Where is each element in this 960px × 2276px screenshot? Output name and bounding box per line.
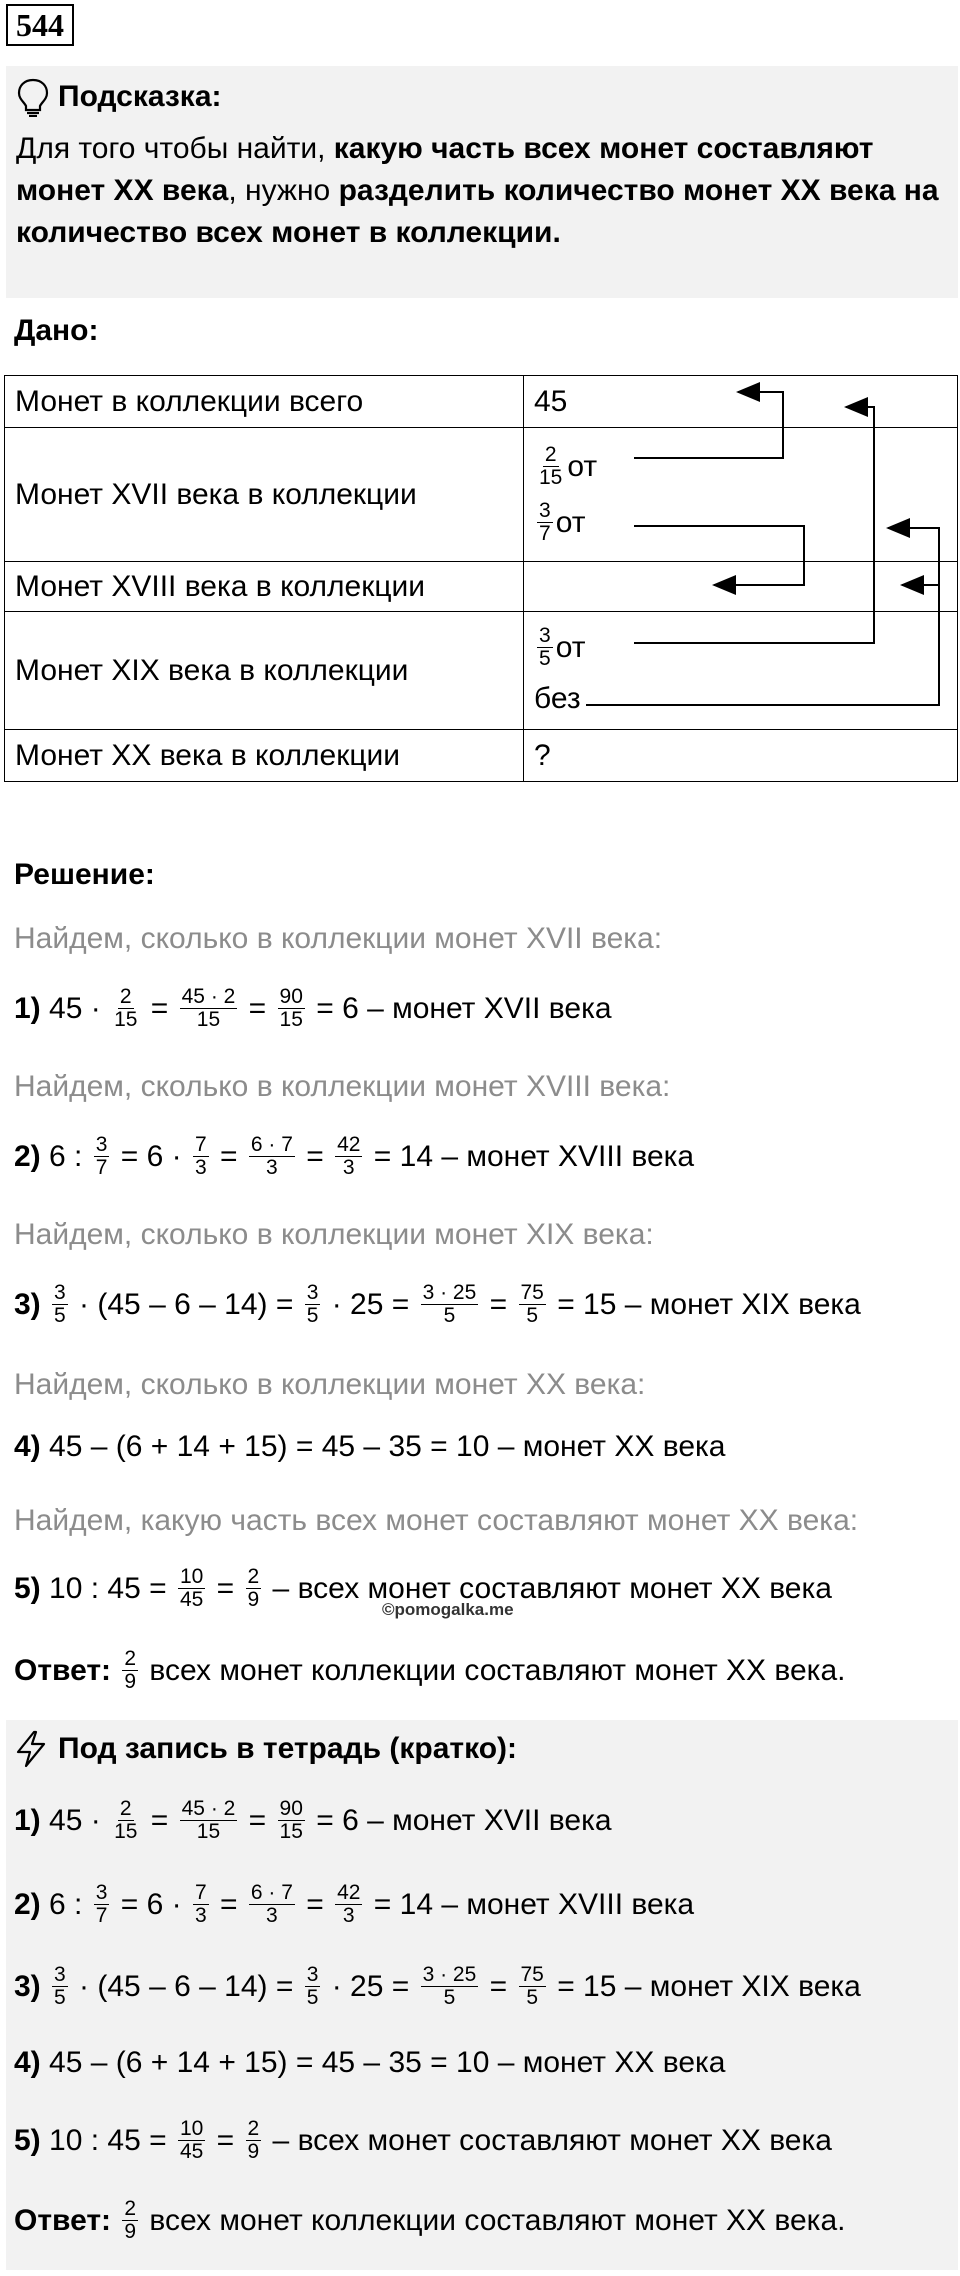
table-row [5,376,958,428]
row-label: Монет XIX века в коллекции [5,612,524,730]
step-comment: Найдем, сколько в коллекции монет XIX века: [14,1218,654,1251]
step-comment: Найдем, сколько в коллекции монет XVIII века: [14,1070,671,1103]
solution-label: Решение: [14,858,155,891]
row-value: 45 [524,376,958,428]
row-label: Монет в коллекции всего [5,376,524,428]
given-table-wrap [4,375,958,782]
hint-title: Подсказка: [58,80,222,113]
row-label: Монет XVIII века в коллекции [5,562,524,612]
step-comment: Найдем, сколько в коллекции монет XVII века: [14,922,663,955]
row-label: Монет XX века в коллекции [5,730,524,782]
table-row [5,730,958,782]
short-step-4: 4) 45 – (6 + 14 + 15) = 45 – 35 = 10 – монет XX века [14,2046,726,2079]
given-table [4,375,958,782]
task-number: 544 [6,4,74,46]
hint-text: Для того чтобы найти, какую часть всех монет составляют монет XX века, нужно разделить количество монет XX века на количество всех монет в коллекции. [16,132,939,249]
step-comment: Найдем, сколько в коллекции монет XX века: [14,1368,646,1401]
row-value: $\frac{3}{5}$ от без [524,612,958,730]
short-notes-title: Под запись в тетрадь (кратко): [58,1732,518,1765]
step-4: 4) 45 – (6 + 14 + 15) = 45 – 35 = 10 – монет XX века [14,1430,726,1463]
hint-box [6,66,958,298]
watermark: ©pomogalka.me [382,1600,514,1619]
short-notes-header [14,1724,517,1774]
row-value [524,562,958,612]
hint-header [16,74,948,120]
step-1: 1) 45 · $\frac{2}{15}$ = $\frac{45 \cdot 2}{15}$ = $\frac{90}{15}$ = 6 – монет XVII века [14,985,612,1031]
step-3: 3) $\frac{3}{5}$ · (45 – 6 – 14) = $\frac{3}{5}$ · 25 = $\frac{3 \cdot 25}{5}$ = $\frac{75}{5}$ = 15 – монет XIX века [14,1281,861,1327]
lightbulb-icon [16,77,50,117]
table-row [5,612,958,730]
row-value: $\frac{2}{15}$ от $\frac{3}{7}$ от [524,428,958,562]
row-value: ? [524,730,958,782]
given-label: Дано: [14,314,99,347]
short-step-3: 3) $\frac{3}{5}$ · (45 – 6 – 14) = $\frac{3}{5}$ · 25 = $\frac{3 \cdot 25}{5}$ = $\frac{75}{5}$ = 15 – монет XIX века [14,1963,861,2009]
fraction: $\frac{3}{5}$ [539,624,551,670]
row-label: Монет XVII века в коллекции [5,428,524,562]
fraction: $\frac{2}{15}$ [539,443,563,489]
answer: Ответ: $\frac{2}{9}$ всех монет коллекции составляют монет XX века. [14,1647,846,1693]
step-2: 2) 6 : $\frac{3}{7}$ = 6 · $\frac{7}{3}$ = $\frac{6 \cdot 7}{3}$ = $\frac{42}{3}$ = 14 – монет XVIII века [14,1133,695,1179]
table-row [5,562,958,612]
short-step-5: 5) 10 : 45 = $\frac{10}{45}$ = $\frac{2}{9}$ – всех монет составляют монет XX века [14,2117,832,2163]
fraction: $\frac{3}{7}$ [539,499,551,545]
table-row [5,428,958,562]
step-comment: Найдем, какую часть всех монет составляют монет XX века: [14,1504,859,1537]
short-step-2: 2) 6 : $\frac{3}{7}$ = 6 · $\frac{7}{3}$ = $\frac{6 \cdot 7}{3}$ = $\frac{42}{3}$ = 14 – монет XVIII века [14,1881,695,1927]
short-answer: Ответ: $\frac{2}{9}$ всех монет коллекции составляют монет XX века. [14,2197,846,2243]
short-step-1: 1) 45 · $\frac{2}{15}$ = $\frac{45 \cdot 2}{15}$ = $\frac{90}{15}$ = 6 – монет XVII века [14,1797,612,1843]
step-5: 5) 10 : 45 = $\frac{10}{45}$ = $\frac{2}{9}$ – всех монет составляют монет XX века [14,1565,832,1611]
lightning-icon [14,1730,48,1768]
